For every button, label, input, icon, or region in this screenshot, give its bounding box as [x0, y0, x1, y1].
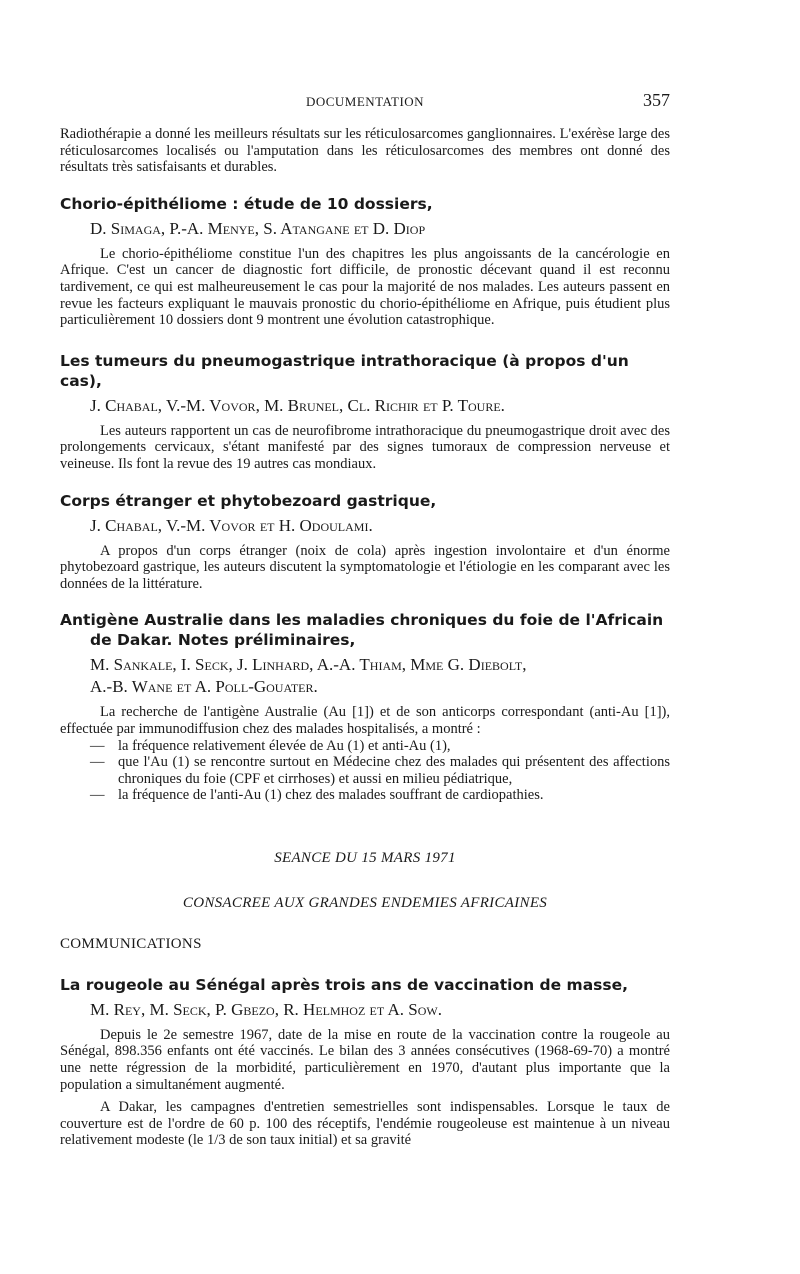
article-authors	[90, 654, 670, 698]
article-paragraph: A Dakar, les campagnes d'entretien semestrielles sont indispensables. Lorsque le taux de couverture est de l'ordre de 60 p. 100 des réceptifs, l'endémie rougeoleuse est maintenue à un niveau relativement modeste (le 1/3 de son taux initial) et sa gravité	[60, 1099, 670, 1149]
article-antigene-australie	[60, 610, 670, 804]
article-authors: J. Chabal, V.-M. Vovor, M. Brunel, Cl. Richir et P. Toure.	[90, 395, 505, 415]
list-item: — que l'Au (1) se rencontre surtout en Médecine chez des malades qui présentent des affections chroniques du foie (CPF et cirrhoses) et aussi en milieu pédiatrique,	[90, 754, 670, 787]
running-head: DOCUMENTATION	[305, 94, 425, 109]
page-number: 357	[643, 90, 670, 110]
article-title: La rougeole au Sénégal après trois ans de vaccination de masse,	[60, 975, 629, 994]
article-title	[60, 610, 670, 650]
page-content	[60, 126, 670, 1149]
article-paragraph: A propos d'un corps étranger (noix de cola) après ingestion involontaire et d'un énorme phytobezoard gastrique, les auteurs discutent la symptomatologie et l'étiologie en les comparant avec les données de la littérature.	[60, 542, 670, 592]
article-authors: M. Rey, M. Seck, P. Gbezo, R. Helmhoz et A. Sow.	[90, 999, 443, 1019]
list-item: — la fréquence de l'anti-Au (1) chez des malades souffrant de cardiopathies.	[90, 787, 670, 804]
article-title-line2: de Dakar. Notes préliminaires,	[90, 631, 356, 650]
article-chorio	[60, 194, 670, 329]
article-phytobezoard	[60, 491, 670, 593]
article-paragraph: La recherche de l'antigène Australie (Au [1]) et de son anticorps correspondant (anti-Au [1]), effectuée par immunodiffusion chez des malades hospitalisés, a montré :	[60, 704, 670, 737]
article-authors-line1: M. Sankale, I. Seck, J. Linhard, A.-A. Thiam, Mme G. Diebolt,	[90, 655, 527, 675]
article-title: Les tumeurs du pneumogastrique intrathoracique (à propos d'un cas),	[60, 351, 629, 390]
article-paragraph: Les auteurs rapportent un cas de neurofibrome intrathoracique du pneumogastrique droit avec des prolongements cervicaux, s'étant manifesté par des signes tumoraux de compression nerveuse et veineuse. Ils font la revue des 19 autres cas mondiaux.	[60, 422, 670, 472]
session-subtitle: CONSACREE AUX GRANDES ENDEMIES AFRICAINES	[182, 894, 548, 911]
article-title: Chorio-épithéliome : étude de 10 dossiers,	[60, 194, 433, 213]
article-pneumogastrique	[60, 351, 670, 473]
article-title-line1: Antigène Australie dans les maladies chroniques du foie de l'Africain	[60, 611, 664, 630]
article-authors: D. Simaga, P.-A. Menye, S. Atangane et D. Diop	[90, 218, 426, 238]
list-item: — la fréquence relativement élevée de Au (1) et anti-Au (1),	[90, 738, 670, 755]
article-title: Corps étranger et phytobezoard gastrique,	[60, 491, 437, 510]
section-heading: COMMUNICATIONS	[60, 935, 202, 952]
intro-paragraph: Radiothérapie a donné les meilleurs résultats sur les réticulosarcomes ganglionnaires. L'exérèse large des réticulosarcomes localisés ou l'amputation dans les réticulosarcomes des membres ont donné des résultats très satisfaisants et durables.	[60, 126, 670, 176]
findings-list	[60, 738, 670, 804]
article-paragraph: Le chorio-épithéliome constitue l'un des chapitres les plus angoissants de la cancérologie en Afrique. C'est un cancer de diagnostic fort difficile, de pronostic décevant quand il est reconnu tardivement, ce qui est malheureusement le cas pour la majorité de nos malades. Les auteurs passent en revue les facteurs expliquant le mauvais pronostic du chorio-épithéliome en Afrique, puis étudient plus particulièrement 10 dossiers dont 9 montrent une évolution catastrophique.	[60, 245, 670, 329]
article-authors: J. Chabal, V.-M. Vovor et H. Odoulami.	[90, 515, 373, 535]
article-authors-line2: A.-B. Wane et A. Poll-Gouater.	[90, 677, 318, 697]
article-paragraph: Depuis le 2e semestre 1967, date de la mise en route de la vaccination contre la rougeole au Sénégal, 898.356 enfants ont été vaccinés. Le bilan des 3 années consécutives (1968-69-70) a montré une nette régression de la morbidité, particulièrement en 1970, d'autant plus importante que la population a simultanément augmenté.	[60, 1026, 670, 1093]
article-rougeole	[60, 975, 670, 1149]
page-header	[60, 90, 670, 114]
session-date: SEANCE DU 15 MARS 1971	[274, 849, 456, 866]
